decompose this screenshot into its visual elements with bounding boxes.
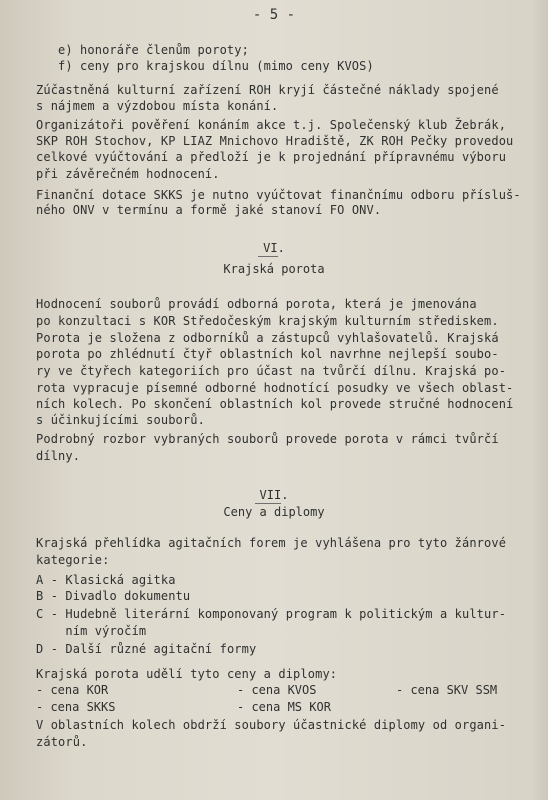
page-edge-shadow (532, 0, 548, 800)
paragraph-line: Hodnocení souborů provádí odborná porota, která je jmenována (36, 297, 477, 311)
paragraph-line: ného ONV v termínu a formě jaké stanoví FO ONV. (36, 203, 382, 217)
section-number: VI. (263, 241, 285, 255)
prizes-row (0, 683, 548, 697)
closing-line: zátorů. (36, 735, 88, 749)
section-number: VII. (259, 488, 289, 502)
closing-line: V oblastních kolech obdrží soubory účastnické diplomy od organi- (36, 718, 507, 732)
category-item-continuation: ním výročím (36, 624, 147, 638)
paragraph-line: Krajská přehlídka agitačních forem je vyhlášena pro tyto žánrové (36, 536, 507, 550)
paragraph-line: ních kolech. Po skončení oblastních kol provede stručné hodnocení (36, 397, 514, 411)
page-number: - 5 - (252, 7, 296, 23)
category-item: A - Klasická agitka (36, 573, 176, 587)
category-item: C - Hudebně literární komponovaný program k politickým a kultur- (36, 607, 507, 621)
section-number-underline (255, 503, 281, 504)
paragraph-line: porota po zhlédnutí čtyř oblastních kol navrhne nejlepší soubo- (36, 347, 499, 361)
prize-item: - cena MS KOR (237, 700, 331, 714)
category-item: D - Další různé agitační formy (36, 642, 257, 656)
section-title: Krajská porota (223, 262, 325, 276)
prize-item: - cena SKKS (36, 700, 116, 714)
list-item: f) ceny pro krajskou dílnu (mimo ceny KVOS) (58, 59, 374, 73)
paragraph-line: s účinkujícími souborů. (36, 413, 205, 427)
paragraph-line: celkové vyúčtování a předloží je k projednání přípravnému výboru (36, 150, 507, 164)
category-item: B - Divadlo dokumentu (36, 589, 191, 603)
prize-item: - cena KOR (36, 683, 109, 697)
section-number-underline (258, 256, 278, 257)
paragraph-line: po konzultaci s KOR Středočeským krajským kulturním střediskem. (36, 314, 499, 328)
section-title: Ceny a diplomy (223, 505, 325, 519)
paragraph-line: dílny. (36, 449, 81, 463)
prize-item: - cena SKV SSM (396, 683, 498, 697)
paragraph-line: SKP ROH Stochov, KP LIAZ Mnichovo Hradiště, ZK ROH Pečky provedou (36, 134, 514, 148)
list-item: e) honoráře členům poroty; (58, 43, 249, 57)
paragraph-line: Zúčastněná kulturní zařízení ROH kryjí částečné náklady spojené (36, 83, 499, 97)
paragraph-line: ry ve čtyřech kategoriích pro účast na tvůrčí dílnu. Krajská po- (36, 364, 507, 378)
paragraph-line: Finanční dotace SKKS je nutno vyúčtovat finančnímu odboru přísluš- (36, 188, 521, 202)
prizes-intro: Krajská porota udělí tyto ceny a diplomy: (36, 667, 338, 681)
paragraph-line: při závěrečném hodnocení. (36, 167, 220, 181)
prizes-row (0, 700, 548, 714)
prize-item: - cena KVOS (237, 683, 317, 697)
paragraph-line: s nájmem a výzdobou místa konání. (36, 99, 279, 113)
paragraph-line: Porota je složena z odborníků a zástupců vyhlašovatelů. Krajská (36, 331, 499, 345)
paragraph-line: Organizátoři pověření konáním akce t.j. Společenský klub Žebrák, (36, 118, 507, 132)
paragraph-line: kategorie: (36, 553, 110, 567)
paragraph-line: Podrobný rozbor vybraných souborů provede porota v rámci tvůrčí (36, 432, 499, 446)
paragraph-line: rota vypracuje písemné odborné hodnotící posudky ve všech oblast- (36, 381, 514, 395)
